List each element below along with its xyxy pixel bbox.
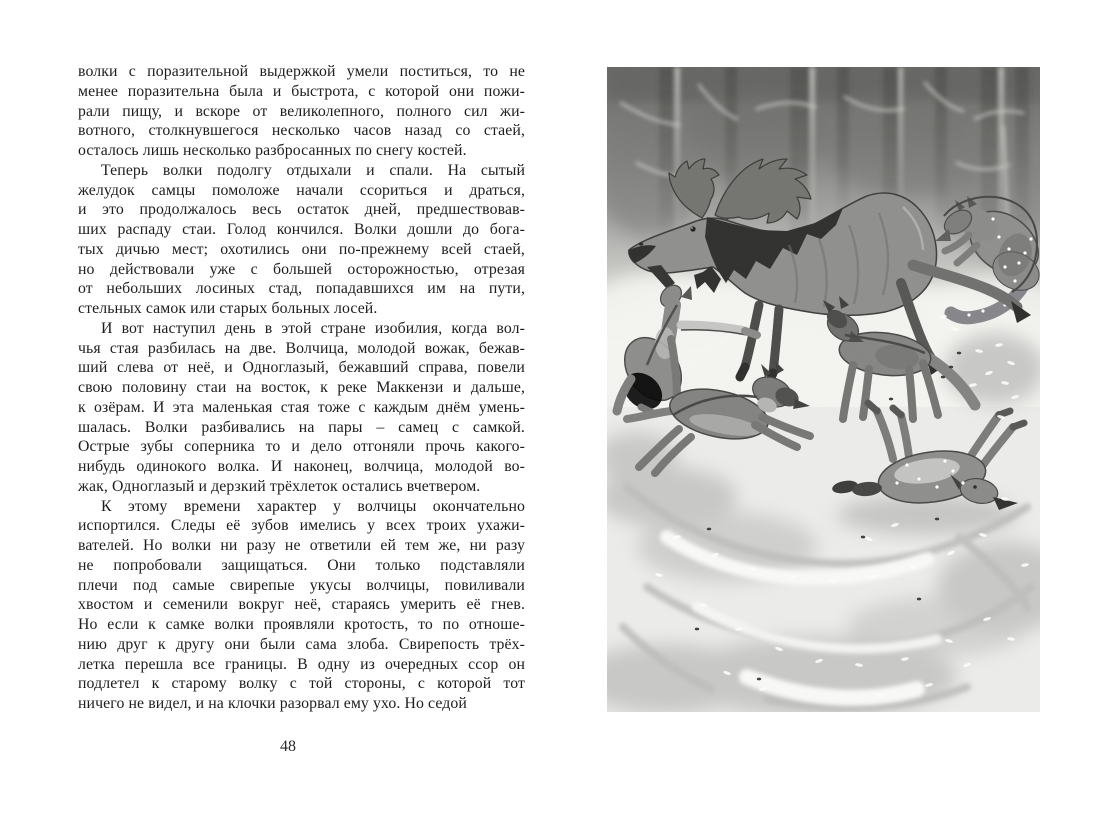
text-line: от небольших лосиных стад, попадавшихся им на пути,	[78, 280, 525, 298]
text-line: вотного, столкнувшегося несколько часов назад со стаей,	[78, 122, 525, 140]
text-line: ших распаду стаи. Голод кончился. Волки дошли до бога-	[78, 221, 525, 238]
text-line: подлетел к старому волку с той стороны, с которой тот	[78, 675, 525, 693]
text-line: к озёрам. И эта маленькая стая тоже с каждым днём умень-	[78, 398, 525, 416]
illustration	[607, 67, 1040, 712]
text-line: волки с поразительной выдержкой умели поститься, то не	[78, 63, 525, 80]
text-line: Острые зубы соперника то и дело отгоняли прочь какого-	[78, 438, 525, 456]
text-line: и это продолжалось весь остаток дней, предшествовав-	[78, 201, 525, 219]
paragraph	[78, 497, 525, 714]
text-line: хвостом и семенили вокруг неё, стараясь умерить её гнев.	[78, 596, 525, 614]
text-line: Но если к самке волки проявляли кротость, то по отноше-	[78, 616, 525, 633]
paragraph	[78, 161, 525, 319]
text-line: ший слева от неё, и Одноглазый, бежавший справа, повели	[78, 359, 525, 377]
text-line: чья стая разбилась на две. Волчица, молодой вожак, бежав-	[78, 339, 525, 357]
text-line: стельных самок или старых больных лосей.	[78, 300, 378, 317]
paragraph	[78, 319, 525, 497]
page-number: 48	[280, 738, 296, 755]
text-line: шалась. Волки разбивались на пары – самец с самкой.	[78, 418, 525, 436]
text-line: летка перешла все границы. В одну из очередных ссор он	[78, 655, 525, 673]
page-text	[78, 62, 525, 714]
text-line: нию друг к другу они были сама злоба. Свирепость трёх-	[78, 635, 525, 653]
text-line: плечи под самые свирепые укусы волчицы, повиливали	[78, 576, 525, 594]
text-line: жак, Одноглазый и дерзкий трёхлеток остались вчетвером.	[78, 477, 481, 495]
paragraph	[78, 62, 525, 161]
text-line: менее поразительна была и быстрота, с которой они пожи-	[78, 82, 525, 100]
illustration-canvas	[607, 67, 1040, 712]
text-line: рали пищу, и вскоре от великолепного, полного сил жи-	[78, 102, 525, 120]
text-line: И вот наступил день в этой стране изобилия, когда вол-	[101, 319, 525, 337]
text-line: Теперь волки подолгу отдыхали и спали. На сытый	[101, 161, 525, 179]
paper-texture	[607, 67, 1040, 712]
text-line: нибудь одинокого волка. И наконец, волчица, молодой во-	[78, 458, 525, 475]
text-line: осталось лишь несколько разбросанных по снегу костей.	[78, 142, 467, 159]
text-line: ничего не видел, и на клочки разорвал ему ухо. Но седой	[78, 695, 467, 712]
text-line: испортился. Следы её зубов имелись у всех троих ухажи-	[78, 517, 525, 535]
text-line: тых дичью мест; охотились они по-прежнему всей стаей,	[78, 240, 525, 258]
text-line: желудок самцы помоложе начали ссориться и драться,	[78, 181, 525, 199]
text-line: но действовали уже с большей осторожностью, отрезая	[78, 260, 525, 278]
text-line: не попробовали защищаться. Они только подставляли	[78, 556, 525, 574]
text-line: вателей. Но волки ни разу не ответили ей тем же, ни разу	[78, 537, 525, 554]
text-line: К этому времени характер у волчицы окончательно	[101, 497, 525, 515]
text-line: свою половину стаи на восток, к реке Маккензи и дальше,	[78, 379, 525, 396]
